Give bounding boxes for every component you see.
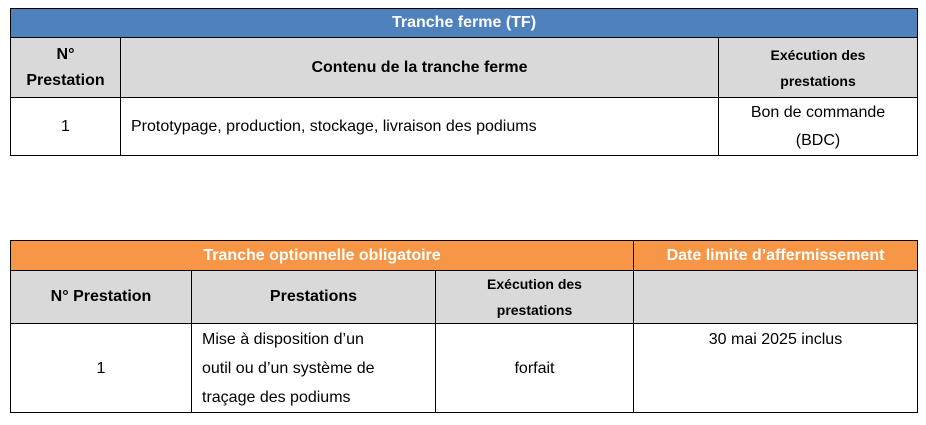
row-prestation-line1: Mise à disposition d’un — [202, 330, 364, 348]
row-prestation-line2: outil ou d’un système de — [202, 359, 375, 377]
tranche-optionnelle-title: Tranche optionnelle obligatoire — [11, 241, 634, 271]
row-execution: forfait — [436, 324, 634, 413]
row-execution-line2: (BDC) — [795, 131, 841, 149]
header-execution-line2: prestations — [780, 72, 856, 89]
table-row — [11, 98, 918, 156]
tranche-ferme-table — [10, 8, 918, 156]
header-execution-line1: Exécution des — [770, 46, 866, 63]
row-contenu: Prototypage, production, stockage, livraison des podiums — [121, 98, 719, 156]
row-execution — [719, 98, 918, 156]
row-prestation-line3: traçage des podiums — [202, 388, 351, 406]
row-numero: 1 — [11, 324, 192, 413]
header-execution — [436, 271, 634, 324]
date-limite-title: Date limite d’affermissement — [634, 241, 918, 271]
header-execution-line1: Exécution des — [487, 276, 582, 292]
row-prestation — [192, 324, 436, 413]
tranche-optionnelle-header-row — [11, 271, 918, 324]
table-row — [11, 324, 918, 413]
row-numero: 1 — [11, 98, 121, 156]
header-numero-prestation: N° Prestation — [11, 271, 192, 324]
row-date: 30 mai 2025 inclus — [634, 324, 918, 413]
tranche-ferme-title: Tranche ferme (TF) — [11, 9, 918, 38]
tranche-optionnelle-table — [10, 240, 918, 413]
header-numero-line2: Prestation — [26, 71, 105, 89]
header-numero-prestation — [11, 38, 121, 98]
header-prestations: Prestations — [192, 271, 436, 324]
tranche-ferme-header-row — [11, 38, 918, 98]
header-numero-line1: N° — [56, 45, 75, 63]
row-execution-line1: Bon de commande — [750, 103, 886, 121]
header-execution — [719, 38, 918, 98]
header-contenu: Contenu de la tranche ferme — [121, 38, 719, 98]
header-execution-line2: prestations — [496, 302, 573, 318]
header-date — [634, 271, 918, 324]
